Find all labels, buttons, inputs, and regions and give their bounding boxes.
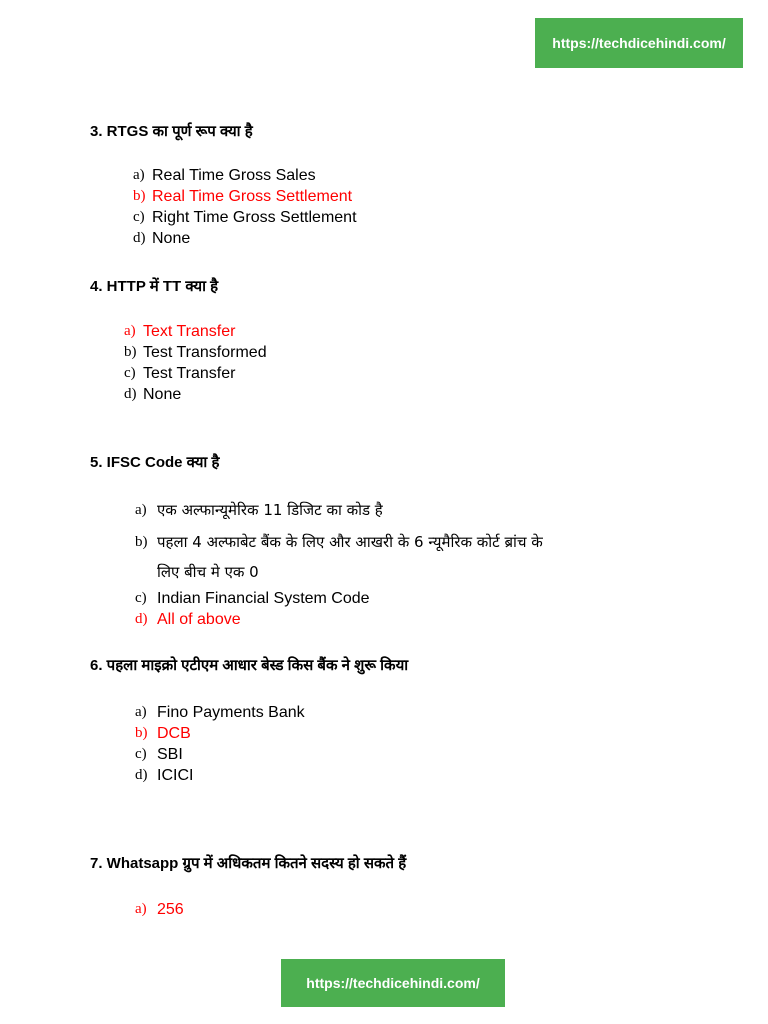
option-c [135, 744, 305, 765]
option-text: Right Time Gross Settlement [152, 209, 357, 226]
option-b-correct [133, 186, 357, 207]
option-letter: b) [135, 534, 148, 550]
option-letter: c) [133, 209, 145, 225]
website-link-text[interactable]: https://techdicehindi.com/ [306, 975, 480, 991]
option-a-correct [124, 321, 267, 342]
option-b [124, 342, 267, 363]
option-letter: c) [135, 590, 147, 606]
option-letter: b) [133, 188, 146, 204]
question-6-options [135, 702, 305, 786]
option-text: Indian Financial System Code [157, 590, 370, 607]
option-letter: a) [135, 901, 147, 917]
option-text: एक अल्फान्यूमेरिक 11 डिजिट का कोड है [157, 501, 383, 519]
option-b-correct [135, 723, 305, 744]
option-a-correct [135, 899, 184, 920]
option-letter: d) [133, 230, 146, 246]
option-text: SBI [157, 746, 183, 763]
option-text: 256 [157, 901, 184, 918]
question-7-options [135, 899, 184, 920]
option-letter: a) [124, 323, 136, 339]
option-text: Real Time Gross Sales [152, 167, 316, 184]
question-4-options [124, 321, 267, 405]
option-text: Fino Payments Bank [157, 704, 305, 721]
option-letter: b) [124, 344, 137, 360]
option-d [124, 384, 267, 405]
option-text: None [143, 386, 182, 403]
option-letter: d) [124, 386, 137, 402]
option-c [135, 588, 370, 609]
website-link-text[interactable]: https://techdicehindi.com/ [552, 35, 726, 51]
option-b [135, 532, 543, 553]
option-text: Real Time Gross Settlement [152, 188, 353, 205]
option-letter: d) [135, 611, 148, 627]
option-text: DCB [157, 725, 191, 742]
option-letter: c) [124, 365, 136, 381]
question-4-title: 4. HTTP में TT क्या है [90, 278, 219, 295]
option-letter: b) [135, 725, 148, 741]
website-link-banner-top[interactable] [535, 18, 743, 68]
option-letter: d) [135, 767, 148, 783]
question-3-options [133, 165, 357, 249]
option-letter: a) [135, 502, 147, 518]
option-text: All of above [157, 611, 241, 628]
option-d [133, 228, 357, 249]
option-c [124, 363, 267, 384]
question-6-title: 6. पहला माइक्रो एटीएम आधार बेस्ड किस बैंक ने शुरू किया [90, 657, 409, 674]
option-c [133, 207, 357, 228]
question-5-title: 5. IFSC Code क्या है [90, 454, 220, 471]
option-d [135, 765, 305, 786]
option-text: None [152, 230, 191, 247]
option-a [135, 500, 383, 521]
option-a [135, 702, 305, 723]
option-letter: a) [135, 704, 147, 720]
option-text: Text Transfer [143, 323, 236, 340]
option-text: ICICI [157, 767, 194, 784]
option-text: Test Transformed [143, 344, 267, 361]
question-7-title: 7. Whatsapp ग्रुप में अधिकतम कितने सदस्य हो सकते हैं [90, 855, 407, 872]
option-b-continuation: लिए बीच मे एक 0 [157, 563, 259, 581]
option-text: पहला 4 अल्फाबेट बैंक के लिए और आखरी के 6 न्यूमैरिक कोर्ट ब्रांच के [157, 533, 543, 551]
question-3-title: 3. RTGS का पूर्ण रूप क्या है [90, 123, 253, 140]
option-d-correct [135, 609, 370, 630]
question-5-options-cd [135, 588, 370, 630]
option-letter: a) [133, 167, 145, 183]
website-link-banner-bottom[interactable] [281, 959, 505, 1007]
option-letter: c) [135, 746, 147, 762]
option-a [133, 165, 357, 186]
option-text: Test Transfer [143, 365, 236, 382]
